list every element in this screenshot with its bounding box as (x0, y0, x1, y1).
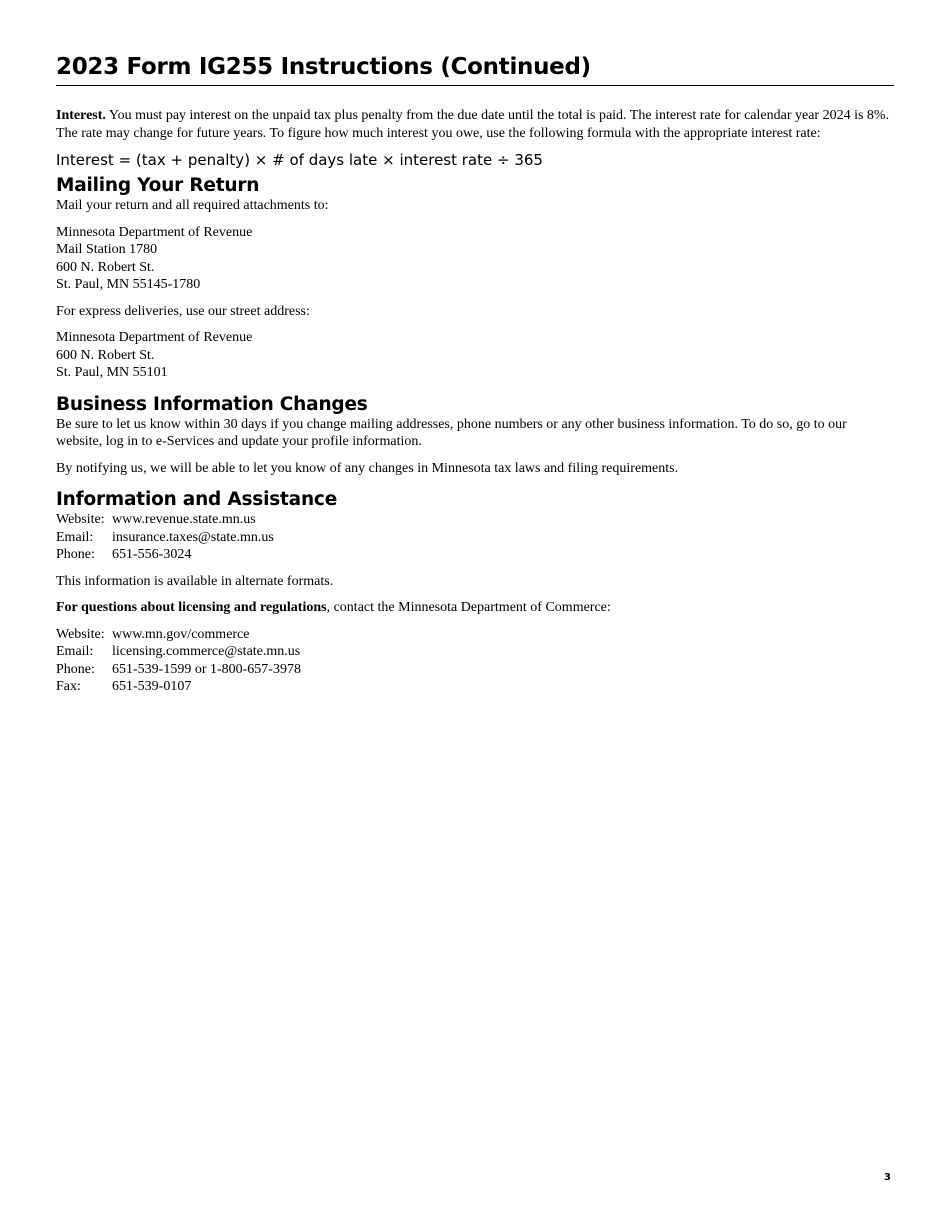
contact-label: Email: (56, 529, 94, 545)
contact-row (56, 678, 894, 696)
express-intro: For express deliveries, use our street address: (56, 303, 310, 319)
phone-number: 651-539-1599 or 1-800-657-3978 (112, 661, 301, 677)
document-page (56, 52, 894, 696)
interest-formula: Interest = (tax + penalty) × # of days late × interest rate ÷ 365 (56, 151, 543, 169)
fax-number: 651-539-0107 (112, 679, 192, 694)
business-heading: Business Information Changes (56, 393, 368, 415)
commerce-contacts (56, 626, 894, 696)
contact-label: Website: (56, 626, 105, 642)
contact-row (56, 661, 894, 679)
contact-row (56, 626, 894, 644)
alt-formats-note: This information is available in alternate formats. (56, 573, 334, 589)
address-line: 600 N. Robert St. (56, 347, 155, 363)
contact-label: Phone: (56, 547, 95, 562)
address-line: Minnesota Department of Revenue (56, 224, 253, 240)
interest-lead: Interest. (56, 108, 106, 123)
express-address (56, 329, 894, 382)
contact-label: Fax: (56, 679, 81, 694)
website-link[interactable]: www.revenue.state.mn.us (112, 512, 256, 527)
contact-label: Email: (56, 644, 94, 659)
mailing-heading: Mailing Your Return (56, 175, 260, 196)
email-link[interactable]: insurance.taxes@state.mn.us (112, 529, 274, 545)
commerce-paragraph (56, 599, 894, 617)
interest-paragraph (56, 107, 894, 142)
interest-text: You must pay interest on the unpaid tax plus penalty from the due date until the total is paid. The interest rate for calendar year 2024 is 8%. The rate may change for future years. To figure how much interest you owe, use the following formula with the appropriate interest rate: (56, 108, 890, 141)
page-title: 2023 Form IG255 Instructions (Continued) (56, 52, 894, 86)
website-link[interactable]: www.mn.gov/commerce (112, 626, 250, 642)
contact-label: Website: (56, 512, 105, 527)
address-line: 600 N. Robert St. (56, 259, 155, 275)
contact-row (56, 643, 894, 661)
contact-row (56, 546, 894, 564)
address-line: St. Paul, MN 55101 (56, 365, 168, 380)
business-paragraph-2: By notifying us, we will be able to let you know of any changes in Minnesota tax laws and filing requirements. (56, 460, 679, 476)
contact-label: Phone: (56, 661, 95, 677)
info-heading: Information and Assistance (56, 489, 338, 510)
contact-row (56, 529, 894, 547)
business-paragraph-1: Be sure to let us know within 30 days if you change mailing addresses, phone numbers or any other business information. To do so, go to our website, log in to e-Services and update your profile information. (56, 416, 847, 449)
page-number: 3 (884, 1172, 891, 1183)
revenue-contacts (56, 511, 894, 564)
address-line: Mail Station 1780 (56, 242, 158, 257)
commerce-lead: For questions about licensing and regulations (56, 600, 327, 615)
email-link[interactable]: licensing.commerce@state.mn.us (112, 644, 301, 659)
address-line: St. Paul, MN 55145-1780 (56, 277, 201, 292)
phone-number: 651-556-3024 (112, 547, 192, 562)
address-line: Minnesota Department of Revenue (56, 330, 253, 345)
mailing-intro: Mail your return and all required attachments to: (56, 198, 329, 213)
contact-row (56, 511, 894, 529)
commerce-text: , contact the Minnesota Department of Commerce: (326, 600, 611, 615)
mailing-address (56, 224, 894, 294)
